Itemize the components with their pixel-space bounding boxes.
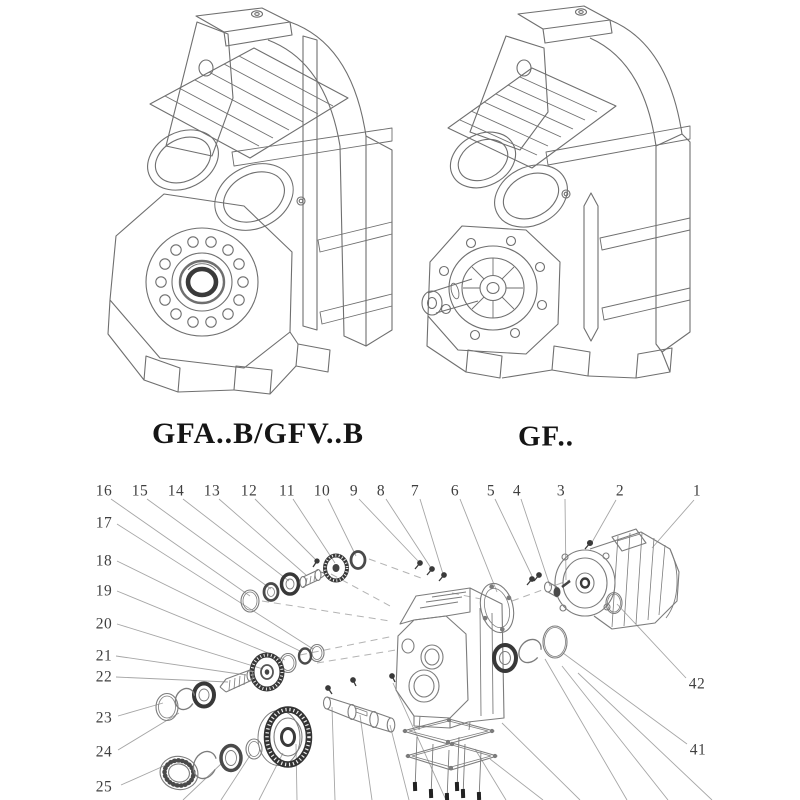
motor-drawing — [555, 529, 679, 629]
callout-22: 22 — [95, 668, 113, 686]
callout-13: 13 — [203, 482, 221, 500]
callout-41: 41 — [689, 741, 707, 759]
callout-17: 17 — [95, 514, 113, 532]
bolt-dots — [313, 541, 592, 694]
callout-1: 1 — [692, 482, 702, 500]
callout-4: 4 — [512, 482, 522, 500]
callout-9: 9 — [349, 482, 359, 500]
callout-5: 5 — [486, 482, 496, 500]
callout-10: 10 — [313, 482, 331, 500]
callout-24: 24 — [95, 743, 113, 761]
callout-21: 21 — [95, 647, 113, 665]
callout-14: 14 — [167, 482, 185, 500]
exploded-view — [111, 499, 712, 800]
callout-8: 8 — [376, 482, 386, 500]
input-shaft-parts — [241, 552, 365, 613]
output-shaft — [324, 697, 395, 732]
model-caption-left: GFA..B/GFV..B — [152, 417, 364, 450]
gf-gearbox-drawing — [422, 6, 690, 378]
cover-plate-parts — [403, 716, 497, 800]
callout-7: 7 — [410, 482, 420, 500]
callout-12: 12 — [240, 482, 258, 500]
intermediate-shaft-parts — [156, 645, 324, 721]
callout-6: 6 — [450, 482, 460, 500]
output-bearing-rings — [494, 593, 622, 672]
flange-gasket — [475, 580, 518, 636]
model-caption-right: GF.. — [517, 420, 575, 453]
callout-23: 23 — [95, 709, 113, 727]
callout-19: 19 — [95, 582, 113, 600]
output-gear-parts — [157, 710, 309, 794]
callout-42: 42 — [688, 675, 706, 693]
callout-18: 18 — [95, 552, 113, 570]
callout-15: 15 — [131, 482, 149, 500]
callout-3: 3 — [556, 482, 566, 500]
callout-20: 20 — [95, 615, 113, 633]
housing-drawing — [396, 588, 504, 728]
gfa-b-gearbox-drawing — [108, 8, 392, 394]
motor-key-parts — [545, 581, 571, 597]
callout-2: 2 — [615, 482, 625, 500]
callout-11: 11 — [279, 482, 295, 500]
callout-25: 25 — [95, 778, 113, 796]
callout-16: 16 — [95, 482, 113, 500]
